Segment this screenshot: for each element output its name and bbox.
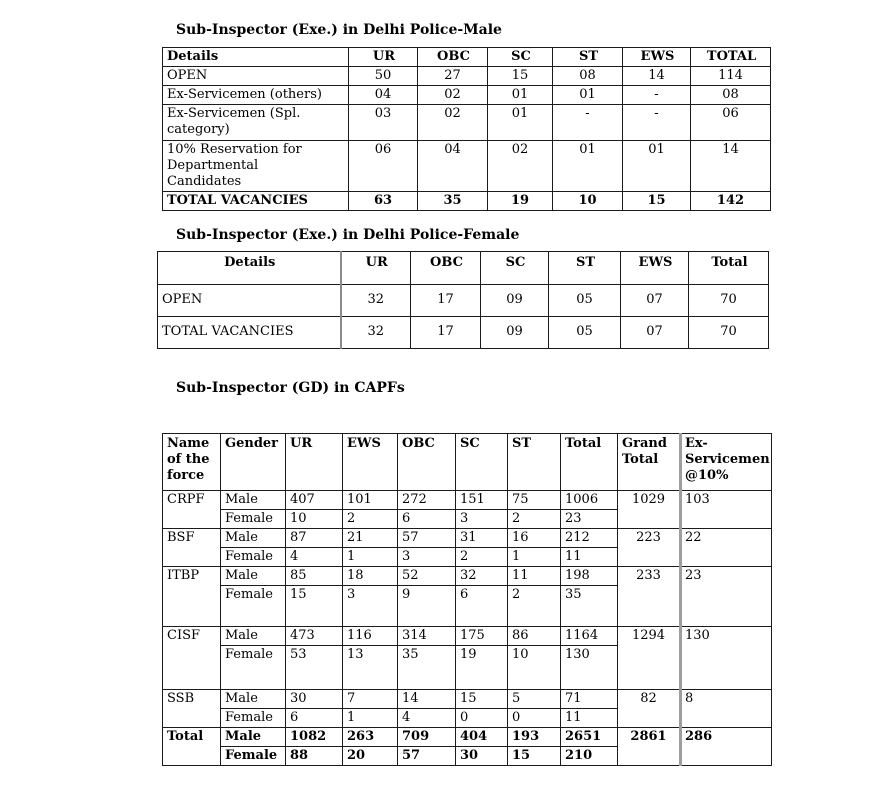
value-cell: 09	[481, 317, 549, 349]
value-cell: 2651	[561, 728, 618, 747]
column-header-cell: UR	[341, 252, 411, 285]
force-cell: CRPF	[163, 491, 221, 529]
column-header-cell: Gender	[221, 434, 286, 491]
value-cell: 3	[398, 548, 456, 567]
table-row	[163, 105, 771, 141]
value-cell: 05	[549, 285, 621, 317]
value-cell: 1	[343, 548, 398, 567]
value-cell: 01	[553, 141, 623, 192]
value-cell: 21	[343, 529, 398, 548]
column-header-cell: Details	[163, 48, 349, 67]
value-cell: 32	[341, 317, 411, 349]
value-cell: 10	[553, 192, 623, 211]
grand-total-cell: 223	[618, 529, 681, 567]
value-cell: 175	[456, 627, 508, 646]
value-cell: 32	[341, 285, 411, 317]
header-row	[158, 252, 769, 285]
value-cell: 3	[343, 586, 398, 627]
value-cell: 35	[418, 192, 488, 211]
value-cell: 18	[343, 567, 398, 586]
value-cell: 01	[488, 86, 553, 105]
gender-cell: Male	[221, 529, 286, 548]
table-row	[158, 285, 769, 317]
ex-servicemen-cell: 103	[681, 491, 772, 529]
delhi-police-female-table-title: Sub-Inspector (Exe.) in Delhi Police-Female	[176, 227, 520, 243]
column-header-cell: ST	[553, 48, 623, 67]
value-cell: 57	[398, 529, 456, 548]
column-header-cell: OBC	[411, 252, 481, 285]
table-body	[158, 285, 769, 349]
ex-servicemen-cell: 286	[681, 728, 772, 766]
header-row	[163, 434, 772, 491]
force-male-row	[163, 728, 772, 747]
gender-cell: Female	[221, 747, 286, 766]
table-header	[158, 252, 769, 285]
grand-total-cell: 233	[618, 567, 681, 627]
table-row	[163, 192, 771, 211]
value-cell: 27	[418, 67, 488, 86]
value-cell: 1	[343, 709, 398, 728]
column-header-cell: Grand Total	[618, 434, 681, 491]
capf-table-title: Sub-Inspector (GD) in CAPFs	[176, 380, 405, 396]
force-male-row	[163, 567, 772, 586]
force-male-row	[163, 529, 772, 548]
gender-cell: Male	[221, 627, 286, 646]
value-cell: 314	[398, 627, 456, 646]
column-header-cell: EWS	[623, 48, 691, 67]
value-cell: 52	[398, 567, 456, 586]
grand-total-cell: 82	[618, 690, 681, 728]
column-header-cell: TOTAL	[691, 48, 771, 67]
value-cell: 13	[343, 646, 398, 690]
row-label-cell: Ex-Servicemen (others)	[163, 86, 349, 105]
value-cell: 17	[411, 317, 481, 349]
value-cell: 407	[286, 491, 343, 510]
value-cell: 5	[508, 690, 561, 709]
value-cell: 4	[398, 709, 456, 728]
value-cell: 151	[456, 491, 508, 510]
value-cell: -	[553, 105, 623, 141]
value-cell: 212	[561, 529, 618, 548]
value-cell: 01	[553, 86, 623, 105]
value-cell: 23	[561, 510, 618, 529]
value-cell: 4	[286, 548, 343, 567]
delhi-police-female-vacancy-table	[157, 251, 769, 349]
grand-total-cell: 2861	[618, 728, 681, 766]
value-cell: 02	[418, 105, 488, 141]
ex-servicemen-cell: 22	[681, 529, 772, 567]
gender-cell: Female	[221, 709, 286, 728]
value-cell: 1082	[286, 728, 343, 747]
force-cell: CISF	[163, 627, 221, 690]
value-cell: 15	[286, 586, 343, 627]
ex-servicemen-cell: 23	[681, 567, 772, 627]
table-row	[163, 86, 771, 105]
delhi-police-male-table-title: Sub-Inspector (Exe.) in Delhi Police-Male	[176, 22, 502, 38]
value-cell: 07	[621, 317, 689, 349]
value-cell: 15	[456, 690, 508, 709]
value-cell: 198	[561, 567, 618, 586]
column-header-cell: Name of the force	[163, 434, 221, 491]
value-cell: 19	[488, 192, 553, 211]
value-cell: 2	[508, 510, 561, 529]
ex-servicemen-cell: 8	[681, 690, 772, 728]
value-cell: 02	[418, 86, 488, 105]
grand-total-cell: 1029	[618, 491, 681, 529]
gender-cell: Male	[221, 728, 286, 747]
value-cell: 87	[286, 529, 343, 548]
grand-total-cell: 1294	[618, 627, 681, 690]
value-cell: 3	[456, 510, 508, 529]
value-cell: 53	[286, 646, 343, 690]
value-cell: 101	[343, 491, 398, 510]
column-header-cell: UR	[349, 48, 418, 67]
value-cell: 63	[349, 192, 418, 211]
value-cell: 11	[508, 567, 561, 586]
value-cell: 6	[286, 709, 343, 728]
value-cell: 14	[623, 67, 691, 86]
ex-servicemen-cell: 130	[681, 627, 772, 690]
value-cell: 30	[286, 690, 343, 709]
row-label-cell: TOTAL VACANCIES	[163, 192, 349, 211]
force-cell: BSF	[163, 529, 221, 567]
value-cell: 11	[561, 548, 618, 567]
value-cell: 10	[508, 646, 561, 690]
column-header-cell: ST	[549, 252, 621, 285]
value-cell: 272	[398, 491, 456, 510]
value-cell: 1	[508, 548, 561, 567]
value-cell: 31	[456, 529, 508, 548]
table-header	[163, 48, 771, 67]
value-cell: 88	[286, 747, 343, 766]
value-cell: 473	[286, 627, 343, 646]
value-cell: 2	[508, 586, 561, 627]
value-cell: 130	[561, 646, 618, 690]
value-cell: 17	[411, 285, 481, 317]
table-header	[163, 434, 772, 491]
value-cell: 06	[349, 141, 418, 192]
capf-vacancy-table	[162, 433, 772, 766]
value-cell: -	[623, 86, 691, 105]
value-cell: 2	[456, 548, 508, 567]
value-cell: 116	[343, 627, 398, 646]
column-header-cell: SC	[456, 434, 508, 491]
table-body	[163, 67, 771, 211]
value-cell: 15	[623, 192, 691, 211]
value-cell: 57	[398, 747, 456, 766]
value-cell: 04	[349, 86, 418, 105]
row-label-cell: Ex-Servicemen (Spl. category)	[163, 105, 349, 141]
value-cell: 7	[343, 690, 398, 709]
force-male-row	[163, 491, 772, 510]
column-header-cell: Total	[689, 252, 769, 285]
row-label-cell: OPEN	[163, 67, 349, 86]
gender-cell: Male	[221, 690, 286, 709]
value-cell: 09	[481, 285, 549, 317]
value-cell: 0	[456, 709, 508, 728]
value-cell: 114	[691, 67, 771, 86]
column-header-cell: Details	[158, 252, 341, 285]
table-body	[163, 491, 772, 766]
value-cell: 20	[343, 747, 398, 766]
value-cell: 07	[621, 285, 689, 317]
value-cell: 14	[691, 141, 771, 192]
value-cell: 0	[508, 709, 561, 728]
value-cell: 15	[488, 67, 553, 86]
column-header-cell: SC	[488, 48, 553, 67]
column-header-cell: EWS	[343, 434, 398, 491]
value-cell: 404	[456, 728, 508, 747]
value-cell: 10	[286, 510, 343, 529]
value-cell: 6	[456, 586, 508, 627]
force-cell: ITBP	[163, 567, 221, 627]
value-cell: 75	[508, 491, 561, 510]
value-cell: 210	[561, 747, 618, 766]
table-row	[163, 67, 771, 86]
gender-cell: Female	[221, 646, 286, 690]
value-cell: 85	[286, 567, 343, 586]
value-cell: 01	[623, 141, 691, 192]
value-cell: 9	[398, 586, 456, 627]
value-cell: 30	[456, 747, 508, 766]
force-male-row	[163, 627, 772, 646]
value-cell: 1006	[561, 491, 618, 510]
row-label-cell: TOTAL VACANCIES	[158, 317, 341, 349]
row-label-cell: 10% Reservation for Departmental Candidates	[163, 141, 349, 192]
header-row	[163, 48, 771, 67]
column-header-cell: ST	[508, 434, 561, 491]
gender-cell: Male	[221, 491, 286, 510]
value-cell: 15	[508, 747, 561, 766]
value-cell: 08	[691, 86, 771, 105]
column-header-cell: EWS	[621, 252, 689, 285]
gender-cell: Female	[221, 510, 286, 529]
value-cell: 04	[418, 141, 488, 192]
value-cell: 263	[343, 728, 398, 747]
value-cell: 32	[456, 567, 508, 586]
value-cell: 03	[349, 105, 418, 141]
gender-cell: Female	[221, 586, 286, 627]
column-header-cell: OBC	[418, 48, 488, 67]
value-cell: 86	[508, 627, 561, 646]
value-cell: 709	[398, 728, 456, 747]
value-cell: 08	[553, 67, 623, 86]
value-cell: 01	[488, 105, 553, 141]
value-cell: 35	[398, 646, 456, 690]
force-cell: SSB	[163, 690, 221, 728]
gender-cell: Male	[221, 567, 286, 586]
column-header-cell: UR	[286, 434, 343, 491]
value-cell: 05	[549, 317, 621, 349]
value-cell: 16	[508, 529, 561, 548]
column-header-cell: Ex-Servicemen @10%	[681, 434, 772, 491]
force-cell: Total	[163, 728, 221, 766]
value-cell: 35	[561, 586, 618, 627]
column-header-cell: Total	[561, 434, 618, 491]
value-cell: 2	[343, 510, 398, 529]
value-cell: 6	[398, 510, 456, 529]
force-male-row	[163, 690, 772, 709]
value-cell: 19	[456, 646, 508, 690]
row-label-cell: OPEN	[158, 285, 341, 317]
column-header-cell: OBC	[398, 434, 456, 491]
table-row	[158, 317, 769, 349]
value-cell: 11	[561, 709, 618, 728]
value-cell: -	[623, 105, 691, 141]
value-cell: 71	[561, 690, 618, 709]
value-cell: 02	[488, 141, 553, 192]
value-cell: 193	[508, 728, 561, 747]
value-cell: 142	[691, 192, 771, 211]
value-cell: 1164	[561, 627, 618, 646]
table-row	[163, 141, 771, 192]
gender-cell: Female	[221, 548, 286, 567]
delhi-police-male-vacancy-table	[162, 47, 771, 211]
value-cell: 70	[689, 317, 769, 349]
value-cell: 50	[349, 67, 418, 86]
value-cell: 06	[691, 105, 771, 141]
column-header-cell: SC	[481, 252, 549, 285]
value-cell: 70	[689, 285, 769, 317]
value-cell: 14	[398, 690, 456, 709]
